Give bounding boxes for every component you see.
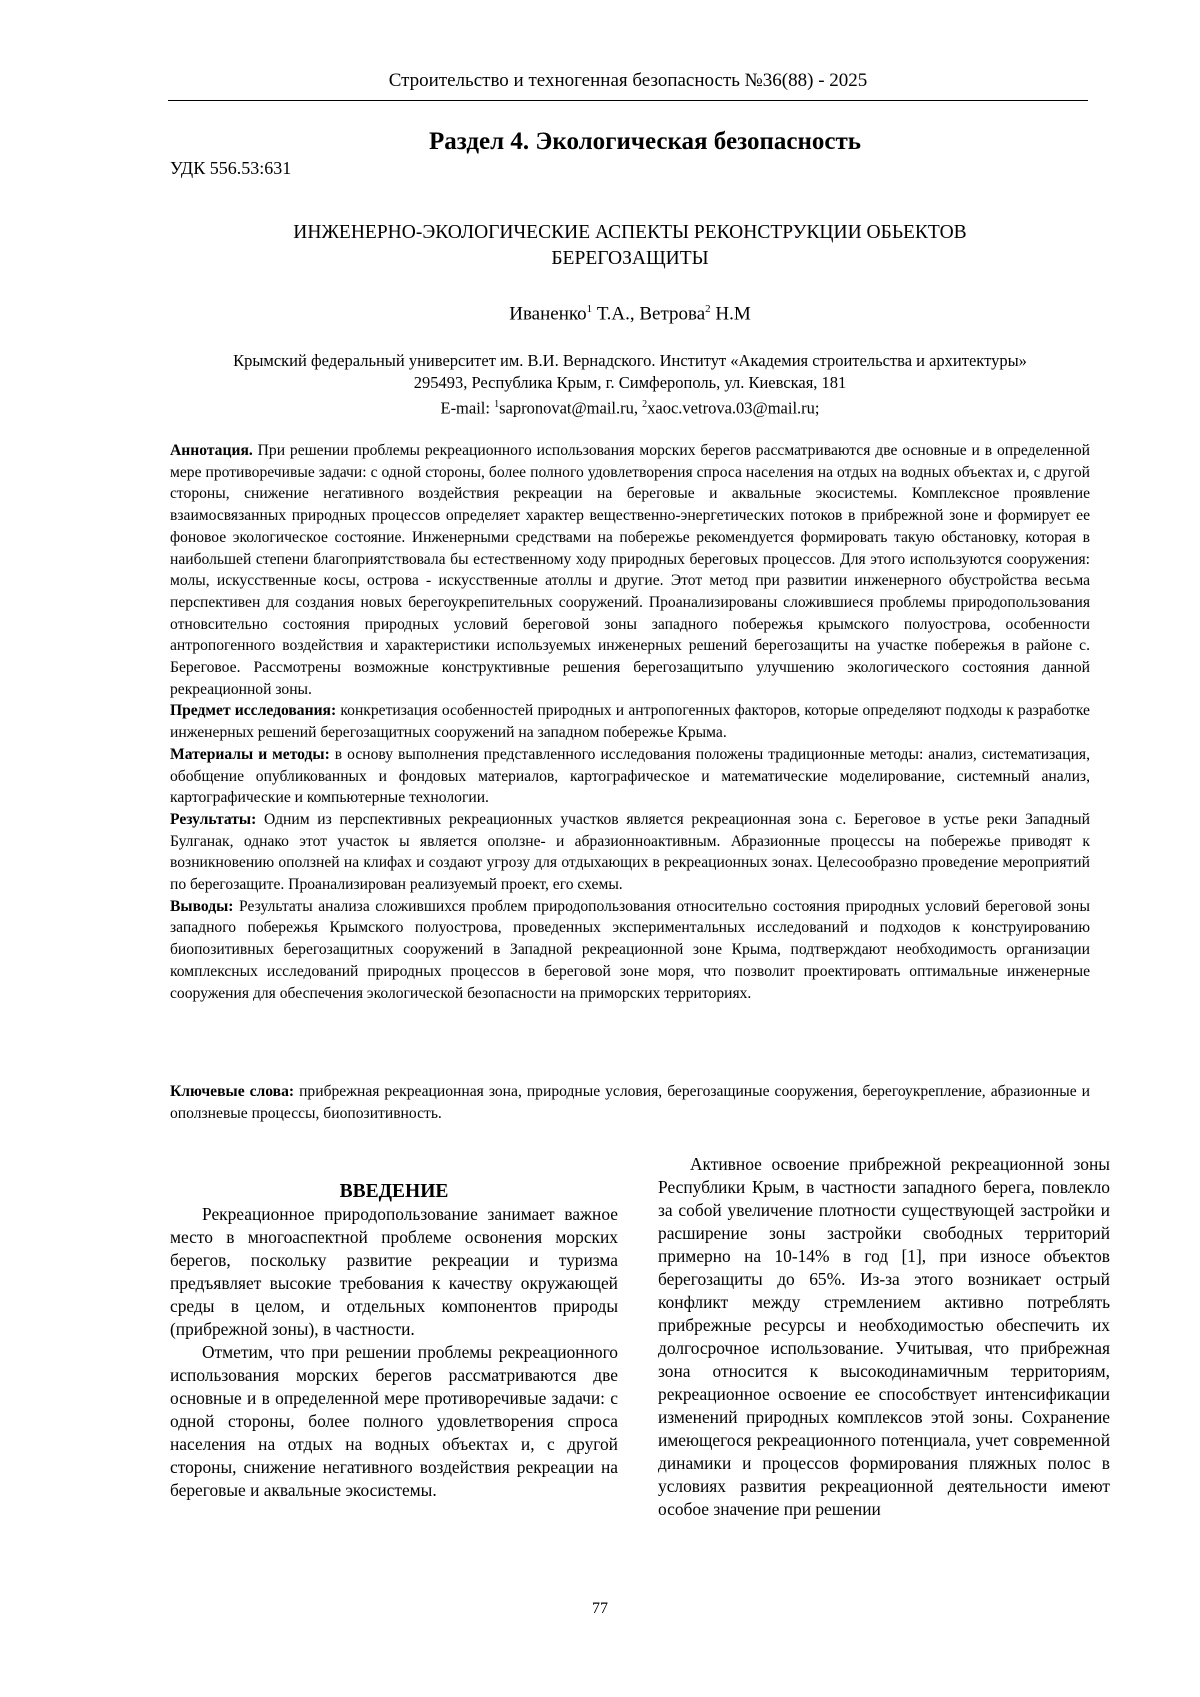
author-1-initials: Т.А., [592,303,640,325]
annotation-text: При решении проблемы рекреационного использования морских берегов рассматриваются две основные и в определенной мере противоречивые задачи: с одной стороны, более полного удовлетворения спроса населения на отдых на водных объектах и, с другой стороны, снижение негативного воздействия рекреации на береговые и аквальные экосистемы. Комплексное проявление взаимосвязанных природных процессов определяет характер вещественно-энергетических потоков в прибрежной зоне и формирует ее фоновое экологическое состояние. Инженерными средствами на побережье рекомендуется формировать такую обстановку, которая в наибольшей степени благоприятствовала бы естественному ходу природных береговых процессов. Для этого используются сооружения: молы, искусственные косы, острова - искусственные атоллы и другие. Этот метод при развитии инженерного обустройства весьма перспективен для создания новых берегоукрепительных сооружений. Проанализированы сложившиеся проблемы природопользования отновсительно состояния природных условий береговой зоны западного побережья крымского полуострова, особенности антропогенного воздействия и характеристики используемых инженерных решений берегозащиты на участке побережья в районе с. Береговое. Рассмотрены возможные конструктивные решения берегозащитыпо улучшению экологического состояния данной рекреационной зоны. [170,442,1090,698]
results-paragraph [170,809,1090,896]
email-1[interactable]: sapronovat@mail.ru, [499,398,643,418]
email-1-sup: 1 [494,399,500,410]
subject-paragraph [170,700,1090,743]
journal-header: Строительство и техногенная безопасность №36(88) - 2025 [168,70,1088,101]
keywords-text: прибрежная рекреационная зона, природные условия, берегозащиные сооружения, берегоукрепление, абразионные и оползневые процессы, биопозитивность. [170,1083,1090,1122]
section-title: Раздел 4. Экологическая безопасность [429,128,861,155]
keywords-label: Ключевые слова: [170,1083,295,1100]
abstract [170,440,1090,1004]
methods-label: Материалы и методы: [170,745,330,763]
keywords [170,1081,1090,1125]
page-number: 77 [592,1600,608,1617]
author-2-initials: Н.М [710,303,751,325]
body-column-right [658,1153,1110,1521]
results-text: Одним из перспективных рекреационных участков является рекреационная зона с. Береговое в устье реки Западный Булганак, однако этот участок ы является оползне- и абразионноактивным. Абразионные процессы на побережье приводят к возникновению оползней на клифах и создают угрозу для отдыхающих в рекреационных зонах. Целесообразно проведение мероприятий по берегозащите. Проанализирован реализуемый проект, его схемы. [170,810,1090,894]
email-2-sup: 2 [642,399,648,410]
author-2-sup: 2 [705,303,711,315]
authors [170,303,1090,325]
email-2[interactable]: xaoc.vetrova.03@mail.ru; [647,398,820,418]
email-prefix: E-mail: [440,398,495,418]
paper-title-line-1: ИНЖЕНЕРНО-ЭКОЛОГИЧЕСКИЕ АСПЕКТЫ РЕКОНСТРУКЦИИ ОБЬЕКТОВ [293,222,967,243]
author-1-name: Иваненко [509,303,587,325]
subject-text: конкретизация особенностей природных и антропогенных факторов, которые определяют подходы к разработке инженерных решений берегозащитных сооружений на западном побережье Крыма. [170,702,1090,742]
annotation-paragraph [170,440,1090,700]
intro-paragraph-3: Активное освоение прибрежной рекреационной зоны Республики Крым, в частности западного берега, повлекло за собой увеличение плотности существующей застройки и расширение зоны застройки свободных территорий примерно на 10-14% в год [1], при износе объектов берегозащиты до 65%. Из-за этого возникает острый конфликт между стремлением активно потреблять прибрежные ресурсы и необходимостью обеспечить их долгосрочное использование. Учитывая, что прибрежная зона относится к высокодинамичным территориям, рекреационное освоение ее способствует интенсификации изменений природных комплексов этой зоны. Сохранение имеющегося рекреационного потенциала, учет современной динамики и процессов формирования пляжных полос в условиях развития рекреационной деятельности имеют особое значение при решении [658,1154,1110,1519]
methods-text: в основу выполнения представленного исследования положены традиционные методы: анализ, систематизация, обобщение опубликованных и фондовых материалов, картографическое и математические моделирование, системный анализ, картографические и компьютерные технологии. [170,745,1090,807]
intro-paragraph-1: Рекреационное природопользование занимает важное место в многоаспектной проблеме освонения морских берегов, поскольку развитие рекреации и туризма предъявляет высокие требования к качеству окружающей среды в целом, и отдельных компонентов природы (прибрежной зоны), в частности. [170,1204,618,1339]
conclusions-paragraph [170,896,1090,1005]
results-label: Результаты: [170,810,257,828]
conclusions-text: Результаты анализа сложившихся проблем природопользования относительно состояния природных условий береговой зоны западного побережья Крымского полуострова, проведенных экспериментальных исследований и подходов к конструированию биопозитивных берегозащитных сооружений в Западной рекреационной зоне Крыма, подтверждают необходимость организации комплексных исследований природных процессов в береговой зоне моря, что позволит проектировать оптимальные инженерные сооружения для обеспечения экологической безопасности на приморских территориях. [170,897,1090,1002]
methods-paragraph [170,744,1090,809]
affiliation-emails [150,394,1110,420]
author-2-name: Ветрова [639,303,706,325]
affiliation [150,350,1110,420]
affiliation-address: 295493, Республика Крым, г. Симферополь, ул. Киевская, 181 [413,373,847,392]
annotation-label: Аннотация. [170,442,253,459]
intro-heading: ВВЕДЕНИЕ [339,1181,449,1202]
paper-title [220,220,1040,272]
paper-title-line-2: БЕРЕГОЗАЩИТЫ [551,248,709,269]
intro-paragraph-2: Отметим, что при решении проблемы рекреационного использования морских берегов рассматриваются две основные и в определенной мере противоречивые задачи: с одной стороны, более полного удовлетворения спроса населения на отдых на водных объектах и, с другой стороны, снижение негативного воздействия рекреации на береговые и аквальные экосистемы. [170,1342,618,1500]
conclusions-label: Выводы: [170,897,234,915]
subject-label: Предмет исследования: [170,702,337,720]
udk-code: УДК 556.53:631 [170,158,292,178]
affiliation-institution: Крымский федеральный университет им. В.И. Вернадского. Институт «Академия строительства и архитектуры» [233,351,1027,370]
body-column-left [170,1180,618,1502]
author-1-sup: 1 [586,303,593,315]
